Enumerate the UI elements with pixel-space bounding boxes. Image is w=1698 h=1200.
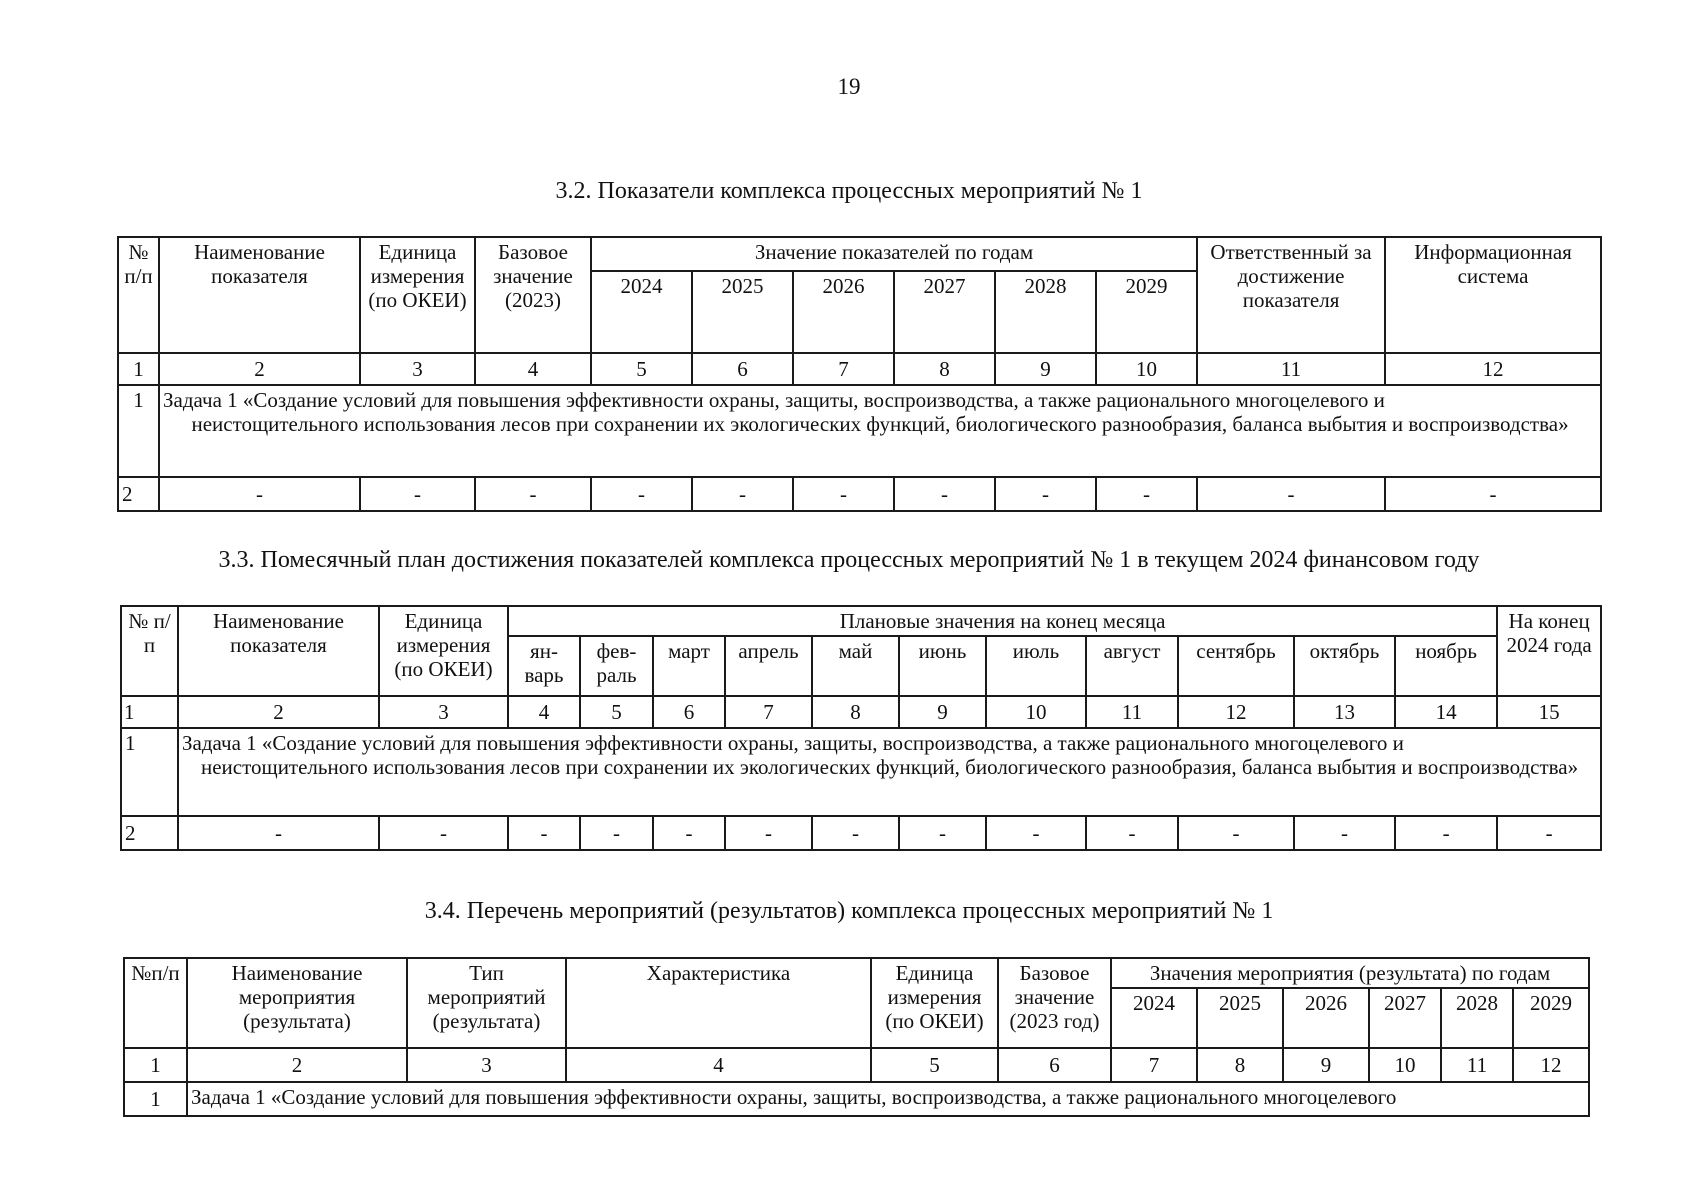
column-numbers-row — [124, 1048, 1589, 1082]
row-number: 2 — [118, 477, 159, 511]
column-number: 10 — [1369, 1048, 1441, 1082]
header-years-group: Значение показателей по годам — [591, 237, 1197, 271]
column-number: 9 — [1283, 1048, 1369, 1082]
column-number: 2 — [187, 1048, 407, 1082]
column-number: 8 — [812, 696, 899, 728]
header-year: 2024 — [1111, 988, 1197, 1048]
column-number: 7 — [793, 353, 894, 385]
task-description: Задача 1 «Создание условий для повышения эффективности охраны, защиты, воспроизводства, а также рационального многоцелевого — [187, 1082, 1589, 1116]
data-cell: - — [653, 816, 725, 850]
header-years-group: Значения мероприятия (результата) по годам — [1111, 958, 1589, 988]
header-unit: Единица измерения (по ОКЕИ) — [871, 958, 998, 1048]
data-cell: - — [725, 816, 812, 850]
column-number: 4 — [475, 353, 591, 385]
section-34-title: 3.4. Перечень мероприятий (результатов) комплекса процессных мероприятий № 1 — [424, 898, 1274, 924]
column-number: 5 — [871, 1048, 998, 1082]
header-year: 2027 — [894, 271, 995, 353]
header-characteristic: Характеристика — [566, 958, 871, 1048]
header-month: октябрь — [1294, 636, 1395, 696]
data-cell: - — [692, 477, 793, 511]
header-month: июль — [986, 636, 1086, 696]
column-number: 6 — [653, 696, 725, 728]
column-number: 4 — [508, 696, 580, 728]
data-cell: - — [1385, 477, 1601, 511]
data-cell: - — [1497, 816, 1601, 850]
indicators-table — [117, 236, 1602, 512]
header-year: 2025 — [1197, 988, 1283, 1048]
header-month: фев- раль — [580, 636, 653, 696]
data-cell: - — [178, 816, 379, 850]
header-month: апрель — [725, 636, 812, 696]
column-number: 2 — [178, 696, 379, 728]
column-number: 13 — [1294, 696, 1395, 728]
header-month: июнь — [899, 636, 986, 696]
data-cell: - — [1178, 816, 1294, 850]
header-num: № п/п — [118, 237, 159, 353]
header-year: 2026 — [793, 271, 894, 353]
task-description — [159, 385, 1601, 477]
data-cell: - — [995, 477, 1096, 511]
data-cell: - — [1197, 477, 1385, 511]
data-cell: - — [899, 816, 986, 850]
header-num: № п/п — [121, 606, 178, 696]
column-number: 5 — [580, 696, 653, 728]
data-cell: - — [475, 477, 591, 511]
header-year: 2025 — [692, 271, 793, 353]
column-number: 1 — [124, 1048, 187, 1082]
data-cell: - — [591, 477, 692, 511]
column-number: 3 — [407, 1048, 566, 1082]
data-cell: - — [1294, 816, 1395, 850]
header-responsible: Ответственный за достижение показателя — [1197, 237, 1385, 353]
column-number: 12 — [1385, 353, 1601, 385]
header-year: 2024 — [591, 271, 692, 353]
task-description-rest: неистощительного использования лесов при сохранении их экологических функций, биологического разнообразия, баланса выбытия и воспроизводства» — [191, 412, 1569, 437]
header-base: Базовое значение (2023 год) — [998, 958, 1111, 1048]
column-number: 7 — [725, 696, 812, 728]
data-cell: - — [894, 477, 995, 511]
column-number: 4 — [566, 1048, 871, 1082]
data-cell: - — [812, 816, 899, 850]
task-row — [124, 1082, 1589, 1116]
column-number: 3 — [379, 696, 508, 728]
column-number: 11 — [1086, 696, 1178, 728]
data-row — [121, 816, 1601, 850]
column-number: 6 — [998, 1048, 1111, 1082]
data-cell: - — [508, 816, 580, 850]
header-year: 2029 — [1513, 988, 1589, 1048]
header-name: Наименование показателя — [178, 606, 379, 696]
task-description — [178, 728, 1601, 816]
data-cell: - — [360, 477, 475, 511]
task-description-line1: Задача 1 «Создание условий для повышения эффективности охраны, защиты, воспроизводства, а также рационального многоцелевого и — [182, 731, 1404, 756]
data-cell: - — [580, 816, 653, 850]
task-description-rest: неистощительного использования лесов при сохранении их экологических функций, биологического разнообразия, баланса выбытия и воспроизводства» — [201, 755, 1579, 780]
section-33-title: 3.3. Помесячный план достижения показателей комплекса процессных мероприятий № 1 в текущем 2024 финансовом году — [218, 547, 1480, 573]
task-row — [118, 385, 1601, 477]
header-month: сентябрь — [1178, 636, 1294, 696]
column-number: 1 — [121, 696, 178, 728]
row-number: 1 — [124, 1082, 187, 1116]
column-number: 8 — [894, 353, 995, 385]
header-year: 2029 — [1096, 271, 1197, 353]
column-number: 7 — [1111, 1048, 1197, 1082]
header-num: №п/п — [124, 958, 187, 1048]
column-number: 3 — [360, 353, 475, 385]
header-name: Наименование мероприятия (результата) — [187, 958, 407, 1048]
column-numbers-row — [121, 696, 1601, 728]
column-number: 10 — [1096, 353, 1197, 385]
column-numbers-row — [118, 353, 1601, 385]
data-cell: - — [1395, 816, 1497, 850]
row-number: 1 — [118, 385, 159, 477]
header-year: 2027 — [1369, 988, 1441, 1048]
data-cell: - — [986, 816, 1086, 850]
header-month: март — [653, 636, 725, 696]
column-number: 15 — [1497, 696, 1601, 728]
column-number: 11 — [1441, 1048, 1513, 1082]
column-number: 11 — [1197, 353, 1385, 385]
data-cell: - — [1086, 816, 1178, 850]
column-number: 1 — [118, 353, 159, 385]
task-description-line1: Задача 1 «Создание условий для повышения эффективности охраны, защиты, воспроизводства, а также рационального многоцелевого и — [163, 388, 1385, 412]
header-month: август — [1086, 636, 1178, 696]
column-number: 9 — [995, 353, 1096, 385]
header-year: 2028 — [1441, 988, 1513, 1048]
header-unit: Единица измерения (по ОКЕИ) — [379, 606, 508, 696]
header-year: 2028 — [995, 271, 1096, 353]
column-number: 12 — [1513, 1048, 1589, 1082]
header-month: ян- варь — [508, 636, 580, 696]
column-number: 14 — [1395, 696, 1497, 728]
data-cell: - — [379, 816, 508, 850]
task-row — [121, 728, 1601, 816]
monthly-plan-table — [120, 605, 1602, 851]
row-number: 1 — [121, 728, 178, 816]
column-number: 8 — [1197, 1048, 1283, 1082]
header-info-system: Информационная система — [1385, 237, 1601, 353]
header-name: Наименование показателя — [159, 237, 360, 353]
header-year: 2026 — [1283, 988, 1369, 1048]
header-base: Базовое значение (2023) — [475, 237, 591, 353]
header-year-end: На конец 2024 года — [1497, 606, 1601, 696]
header-type: Тип мероприятий (результата) — [407, 958, 566, 1048]
column-number: 9 — [899, 696, 986, 728]
row-number: 2 — [121, 816, 178, 850]
column-number: 10 — [986, 696, 1086, 728]
column-number: 5 — [591, 353, 692, 385]
data-row — [118, 477, 1601, 511]
column-number: 12 — [1178, 696, 1294, 728]
data-cell: - — [793, 477, 894, 511]
data-cell: - — [1096, 477, 1197, 511]
activities-table — [123, 957, 1590, 1117]
column-number: 6 — [692, 353, 793, 385]
page-number: 19 — [837, 74, 861, 99]
header-month: май — [812, 636, 899, 696]
section-32-title: 3.2. Показатели комплекса процессных мероприятий № 1 — [555, 178, 1143, 204]
header-months-group: Плановые значения на конец месяца — [508, 606, 1497, 636]
column-number: 2 — [159, 353, 360, 385]
header-unit: Единица измерения (по ОКЕИ) — [360, 237, 475, 353]
header-month: ноябрь — [1395, 636, 1497, 696]
data-cell: - — [159, 477, 360, 511]
